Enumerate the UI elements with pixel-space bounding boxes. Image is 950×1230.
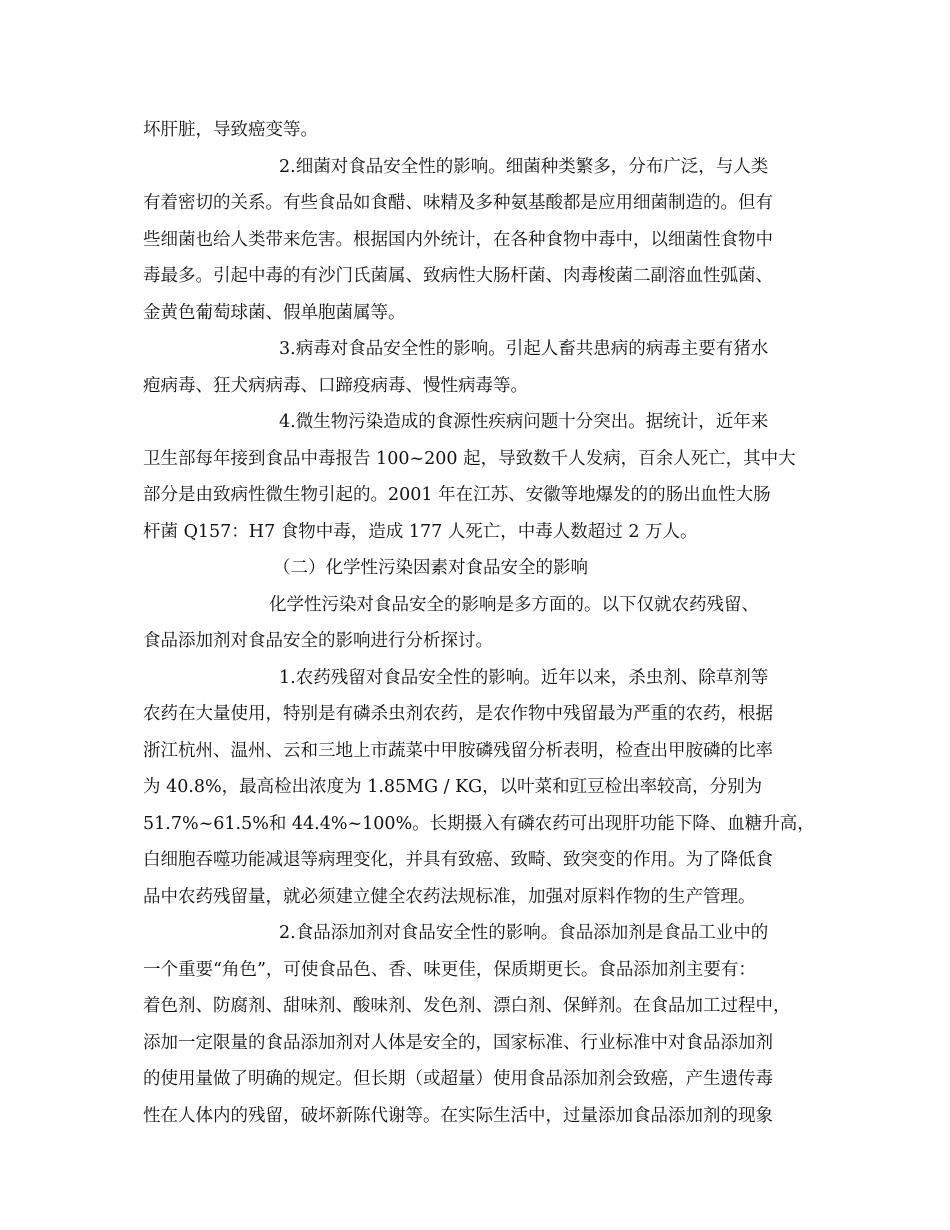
text-line: 为 40.8%，最高检出浓度为 1.85MG / KG，以叶菜和豇豆检出率较高，分别为 [143, 777, 763, 797]
text-line: 浙江杭州、温州、云和三地上市蔬菜中甲胺磷残留分析表明，检查出甲胺磷的比率 [143, 740, 773, 761]
text-line: 2.食品添加剂对食品安全性的影响。食品添加剂是食品工业中的 [279, 923, 769, 943]
text-line: 些细菌也给人类带来危害。根据国内外统计，在各种食物中毒中，以细菌性食物中 [143, 229, 773, 250]
text-line: 卫生部每年接到食品中毒报告 100~200 起，导致数千人发病，百余人死亡，其中大 [143, 448, 796, 469]
text-line: 1.农药残留对食品安全性的影响。近年以来，杀虫剂、除草剂等 [279, 667, 769, 688]
text-line: 化学性污染对食品安全的影响是多方面的。以下仅就农药残留、 [269, 594, 759, 615]
text-line: 白细胞吞噬功能减退等病理变化，并具有致癌、致畸、致突变的作用。为了降低食 [143, 850, 773, 870]
text-line: 品中农药残留量，就必须建立健全农药法规标准，加强对原料作物的生产管理。 [143, 886, 756, 907]
text-line: 农药在大量使用，特别是有磷杀虫剂农药，是农作物中残留最为严重的农药，根据 [143, 704, 773, 724]
text-line: 性在人体内的残留，破坏新陈代谢等。在实际生活中，过量添加食品添加剂的现象 [143, 1105, 773, 1126]
text-line: 一个重要“角色”，可使食品色、香、味更佳，保质期更长。食品添加剂主要有： [143, 959, 756, 980]
text-line: 2.细菌对食品安全性的影响。细菌种类繁多，分布广泛，与人类 [279, 156, 769, 177]
document-body [143, 112, 823, 1134]
text-line: 食品添加剂对食品安全的影响进行分析探讨。 [143, 631, 493, 651]
section-heading: （二）化学性污染因素对食品安全的影响 [273, 558, 588, 578]
text-line: 疱病毒、狂犬病病毒、口蹄疫病毒、慢性病毒等。 [143, 375, 528, 396]
text-line: 3.病毒对食品安全性的影响。引起人畜共患病的病毒主要有猪水 [279, 339, 769, 359]
text-line: 杆菌 Q157：H7 食物中毒，造成 177 人死亡，中毒人数超过 2 万人。 [143, 521, 698, 542]
text-line: 毒最多。引起中毒的有沙门氏菌属、致病性大肠杆菌、肉毒梭菌二副溶血性弧菌、 [143, 266, 773, 286]
text-line: 部分是由致病性微生物引起的。2001 年在江苏、安徽等地爆发的的肠出血性大肠 [143, 485, 771, 505]
text-line: 着色剂、防腐剂、甜味剂、酸味剂、发色剂、漂白剂、保鲜剂。在食品加工过程中， [143, 996, 791, 1016]
text-line: 有着密切的关系。有些食品如食醋、味精及多种氨基酸都是应用细菌制造的。但有 [143, 193, 773, 213]
text-line: 金黄色葡萄球菌、假单胞菌属等。 [143, 302, 406, 323]
text-line: 的使用量做了明确的规定。但长期（或超量）使用食品添加剂会致癌，产生遗传毒 [143, 1069, 773, 1089]
text-line: 坏肝脏，导致癌变等。 [143, 120, 318, 140]
text-line: 51.7%~61.5%和 44.4%~100%。长期摄入有磷农药可出现肝功能下降、血糖升高， [143, 813, 815, 834]
text-line: 添加一定限量的食品添加剂对人体是安全的，国家标准、行业标准中对食品添加剂 [143, 1032, 773, 1053]
text-line: 4.微生物污染造成的食源性疾病问题十分突出。据统计，近年来 [279, 412, 769, 432]
